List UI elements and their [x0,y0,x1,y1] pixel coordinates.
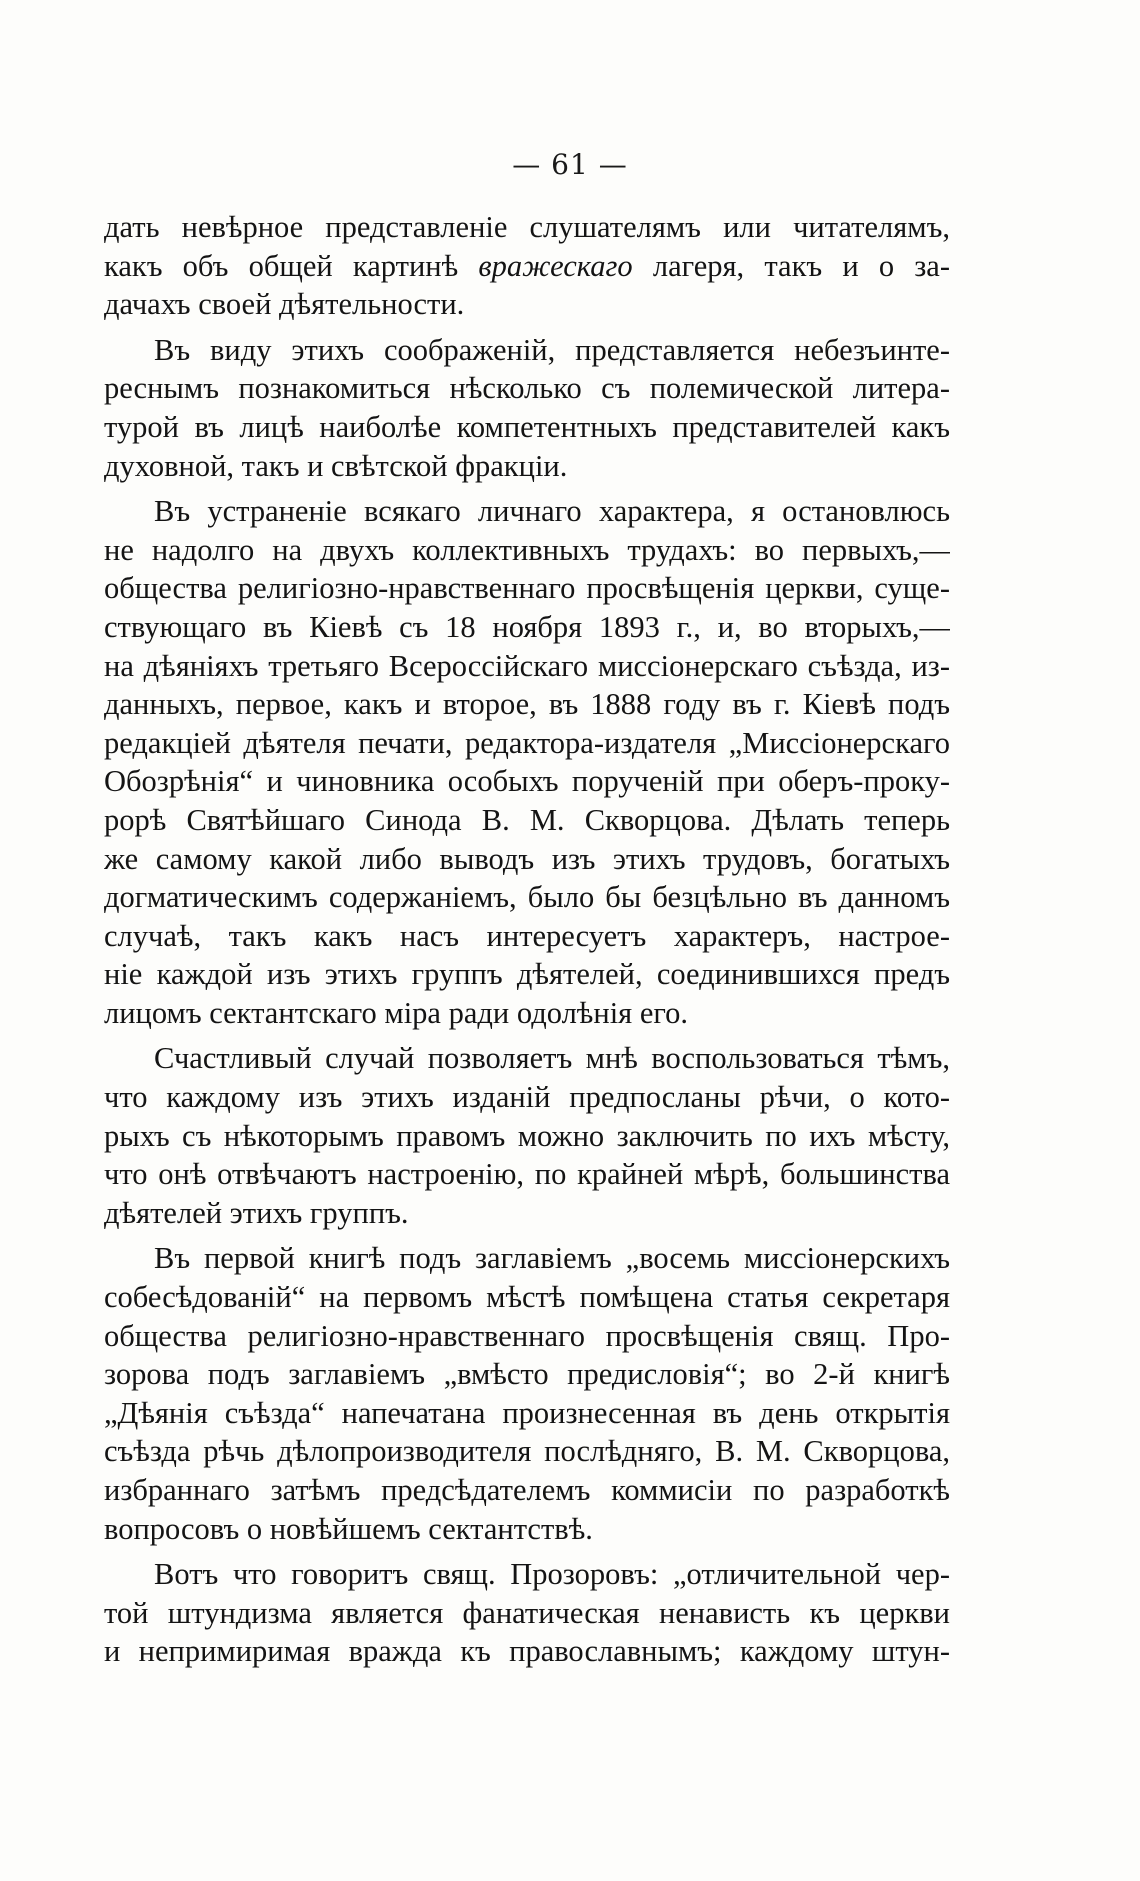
text-line: дачахъ своей дѣятельности. [104,287,465,322]
paragraph [104,1039,950,1232]
text-line: Счастливый случай позволяетъ мнѣ воспользоваться тѣмъ, [154,1041,950,1076]
text-segment: лагеря, такъ и о за- [632,248,950,283]
text-line: на дѣяніяхъ третьяго Всероссійскаго миссіонерскаго съѣзда, из- [104,648,950,683]
paragraph [104,331,950,485]
paragraph-gap [104,324,950,331]
text-line: духовной, такъ и свѣтской фракціи. [104,448,568,483]
text-line: общества религіозно-нравственнаго просвѣщенія свящ. Про- [104,1318,950,1353]
paragraph-gap [104,485,950,492]
text-line: Въ виду этихъ соображеній, представляется небезъинте- [154,332,950,367]
text-line: рыхъ съ нѣкоторымъ правомъ можно заключить по ихъ мѣсту, [104,1118,950,1153]
paragraph [104,1555,950,1671]
text-line: рорѣ Святѣйшаго Синода В. М. Скворцова. Дѣлать теперь [104,802,950,837]
text-segment: какъ объ общей картинѣ [104,248,479,283]
text-line: собесѣдованій“ на первомъ мѣстѣ помѣщена статья секретаря [104,1280,950,1315]
text-line: и непримиримая вражда къ православнымъ; каждому штун- [104,1634,950,1669]
page-number: — 61 — [512,148,628,181]
italic-word: вражескаго [478,248,633,283]
text-line: Въ первой книгѣ подъ заглавіемъ „восемь миссіонерскихъ [154,1241,950,1276]
text-line: турой въ лицѣ наиболѣе компетентныхъ представителей какъ [104,409,950,444]
text-line: случаѣ, такъ какъ насъ интересуетъ характеръ, настрое- [104,918,950,953]
text-line: избраннаго затѣмъ предсѣдателемъ коммисіи по разработкѣ [104,1473,950,1507]
text-line: ніе каждой изъ этихъ группъ дѣятелей, соединившихся предъ [104,957,950,992]
text-line: реснымъ познакомиться нѣсколько съ полемической литера- [104,371,950,406]
text-line: зорова подъ заглавіемъ „вмѣсто предисловія“; во 2-й книгѣ [104,1357,950,1392]
text-line: Въ устраненіе всякаго личнаго характера, я остановлюсь [154,494,950,529]
paragraph [104,492,950,1032]
paragraph-gap [104,1032,950,1039]
paragraph [104,208,950,324]
text-line: что онѣ отвѣчаютъ настроенію, по крайней мѣрѣ, большинства [104,1157,950,1192]
text-line: Вотъ что говоритъ свящ. Прозоровъ: „отличительной чер- [154,1557,950,1592]
text-line: ствующаго въ Кіевѣ съ 18 ноября 1893 г., и, во вторыхъ,— [104,609,950,644]
paragraph-gap [104,1548,950,1555]
text-line: Обозрѣнія“ и чиновника особыхъ порученій при оберъ-проку- [104,764,950,799]
text-line: дѣятелей этихъ группъ. [104,1195,409,1230]
text-line: дать невѣрное представленіе слушателямъ или читателямъ, [104,210,950,244]
text-line: „Дѣянія съѣзда“ напечатана произнесенная въ день открытія [104,1395,950,1430]
text-line: же самому какой либо выводъ изъ этихъ трудовъ, богатыхъ [104,841,950,876]
text-line: редакціей дѣятеля печати, редактора-издателя „Миссіонерскаго [104,725,950,760]
text-line: общества религіозно-нравственнаго просвѣщенія церкви, суще- [104,571,950,606]
text-line: вопросовъ о новѣйшемъ сектантствѣ. [104,1511,593,1546]
paragraph [104,1239,950,1548]
text-line: лицомъ сектантскаго міра ради одолѣнія его. [104,995,688,1030]
paragraph-gap [104,1232,950,1239]
text-line: съѣзда рѣчь дѣлопроизводителя послѣдняго, В. М. Скворцова, [104,1434,950,1469]
text-line: догматическимъ содержаніемъ, было бы безцѣльно въ данномъ [104,880,950,915]
text-line: не надолго на двухъ коллективныхъ трудахъ: во первыхъ,— [104,532,950,567]
text-line: данныхъ, первое, какъ и второе, въ 1888 году въ г. Кіевѣ подъ [104,687,950,722]
body-text [104,208,950,1671]
text-line: той штундизма является фанатическая ненависть къ церкви [104,1595,950,1630]
text-line: что каждому изъ этихъ изданій предпосланы рѣчи, о кото- [104,1080,950,1115]
text-line [104,247,950,286]
